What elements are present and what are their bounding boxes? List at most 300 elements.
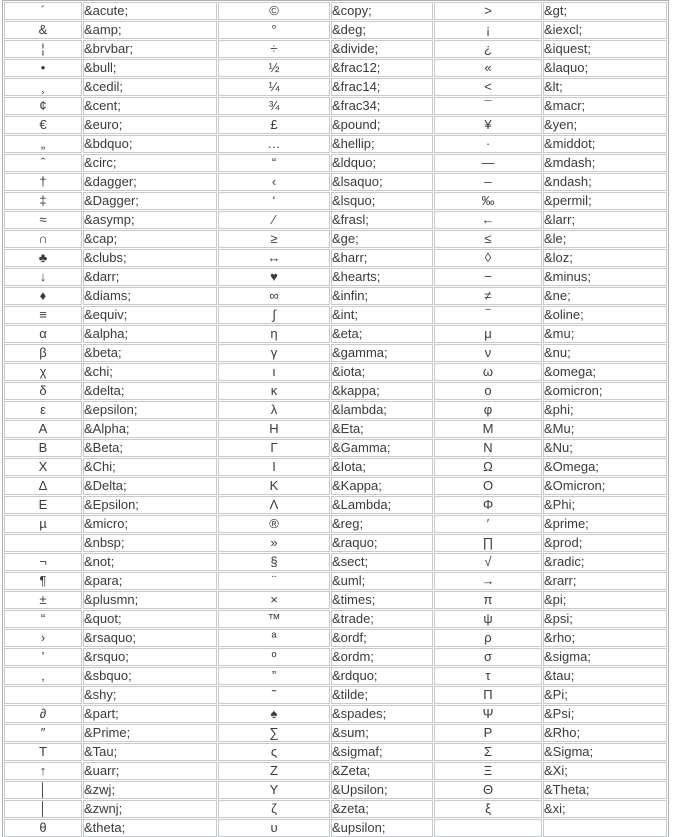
entity-name-cell: &brvbar; (83, 40, 217, 58)
symbol-cell: ♣ (4, 249, 82, 267)
entity-name-cell: &zwnj; (83, 800, 217, 818)
table-row (4, 572, 667, 590)
symbol-cell: ‾ (434, 306, 542, 324)
entity-name-cell: &iquest; (543, 40, 667, 58)
entity-name-cell: &rdquo; (331, 667, 433, 685)
table-row (4, 781, 667, 799)
symbol-cell: κ (218, 382, 330, 400)
symbol-cell: Ε (4, 496, 82, 514)
symbol-cell: ¾ (218, 97, 330, 115)
table-row (4, 173, 667, 191)
symbol-cell: ∞ (218, 287, 330, 305)
entity-name-cell: &not; (83, 553, 217, 571)
symbol-cell: φ (434, 401, 542, 419)
table-row (4, 211, 667, 229)
symbol-cell: Δ (4, 477, 82, 495)
entity-name-cell: &Sigma; (543, 743, 667, 761)
symbol-cell: │ (4, 800, 82, 818)
entity-name-cell: &sbquo; (83, 667, 217, 685)
entity-name-cell: &Mu; (543, 420, 667, 438)
symbol-cell: π (434, 591, 542, 609)
entity-name-cell: &deg; (331, 21, 433, 39)
symbol-cell: ‘ (218, 192, 330, 210)
symbol-cell: < (434, 78, 542, 96)
entity-name-cell: &Xi; (543, 762, 667, 780)
symbol-cell: µ (4, 515, 82, 533)
entity-name-cell: &rarr; (543, 572, 667, 590)
entity-name-cell: &Gamma; (331, 439, 433, 457)
entity-name-cell: &part; (83, 705, 217, 723)
entity-name-cell: &Tau; (83, 743, 217, 761)
table-row (4, 192, 667, 210)
entity-name-cell: &laquo; (543, 59, 667, 77)
entity-name-cell: &Delta; (83, 477, 217, 495)
symbol-cell: Γ (218, 439, 330, 457)
entity-name-cell: &Psi; (543, 705, 667, 723)
table-row (4, 2, 667, 20)
entity-name-cell: &Lambda; (331, 496, 433, 514)
symbol-cell: ζ (218, 800, 330, 818)
entity-name-cell: &iota; (331, 363, 433, 381)
table-row (4, 762, 667, 780)
entity-name-cell: &sect; (331, 553, 433, 571)
entity-name-cell: &copy; (331, 2, 433, 20)
symbol-cell: ↑ (4, 762, 82, 780)
table-row (4, 230, 667, 248)
symbol-cell: · (434, 135, 542, 153)
symbol-cell: ˆ (4, 154, 82, 172)
table-row (4, 515, 667, 533)
entity-name-cell: &prime; (543, 515, 667, 533)
symbol-cell: £ (218, 116, 330, 134)
entity-name-cell: &lambda; (331, 401, 433, 419)
symbol-cell: … (218, 135, 330, 153)
table-row (4, 135, 667, 153)
entity-name-cell: &frac12; (331, 59, 433, 77)
symbol-cell: Α (4, 420, 82, 438)
entity-name-cell: &reg; (331, 515, 433, 533)
entity-name-cell: &para; (83, 572, 217, 590)
entity-name-cell: &sigmaf; (331, 743, 433, 761)
symbol-cell: Ξ (434, 762, 542, 780)
symbol-cell: ν (434, 344, 542, 362)
symbol-cell: † (4, 173, 82, 191)
entity-name-cell: &larr; (543, 211, 667, 229)
entity-name-cell: &acute; (83, 2, 217, 20)
symbol-cell: ’ (4, 648, 82, 666)
symbol-cell: τ (434, 667, 542, 685)
symbol-cell: ε (4, 401, 82, 419)
entity-name-cell: &delta; (83, 382, 217, 400)
entity-name-cell: &mu; (543, 325, 667, 343)
entity-name-cell: &prod; (543, 534, 667, 552)
entity-name-cell: &gamma; (331, 344, 433, 362)
symbol-cell: » (218, 534, 330, 552)
symbol-cell: ¶ (4, 572, 82, 590)
entity-name-cell: &clubs; (83, 249, 217, 267)
symbol-cell: ″ (4, 724, 82, 742)
symbol-cell (4, 686, 82, 704)
symbol-cell: Ν (434, 439, 542, 457)
symbol-cell: « (434, 59, 542, 77)
symbol-cell: › (4, 629, 82, 647)
entity-name-cell: &dagger; (83, 173, 217, 191)
table-row (4, 325, 667, 343)
entity-name-cell: &Omega; (543, 458, 667, 476)
entity-name-cell: &nbsp; (83, 534, 217, 552)
table-row (4, 819, 667, 837)
entity-name-cell: &micro; (83, 515, 217, 533)
symbol-cell: Η (218, 420, 330, 438)
symbol-cell: Φ (434, 496, 542, 514)
table-row (4, 724, 667, 742)
symbol-cell: θ (4, 819, 82, 837)
symbol-cell: & (4, 21, 82, 39)
entity-name-cell: &sum; (331, 724, 433, 742)
table-row (4, 458, 667, 476)
entity-name-cell: &frac34; (331, 97, 433, 115)
symbol-cell: ± (4, 591, 82, 609)
table-row (4, 477, 667, 495)
entity-name-cell: &tau; (543, 667, 667, 685)
symbol-cell: σ (434, 648, 542, 666)
symbol-cell: ˜ (218, 686, 330, 704)
symbol-cell: μ (434, 325, 542, 343)
table-row (4, 382, 667, 400)
entity-name-cell: &Prime; (83, 724, 217, 742)
entity-name-cell: &plusmn; (83, 591, 217, 609)
entity-name-cell: &trade; (331, 610, 433, 628)
table-row (4, 21, 667, 39)
entity-name-cell: &lsquo; (331, 192, 433, 210)
symbol-cell: β (4, 344, 82, 362)
entity-name-cell: &ldquo; (331, 154, 433, 172)
entity-name-cell: &psi; (543, 610, 667, 628)
symbol-cell: − (434, 268, 542, 286)
symbol-cell: ♦ (4, 287, 82, 305)
symbol-cell: “ (218, 154, 330, 172)
symbol-cell: ∏ (434, 534, 542, 552)
symbol-cell: Ι (218, 458, 330, 476)
symbol-cell: ← (434, 211, 542, 229)
entity-name-cell: &Nu; (543, 439, 667, 457)
symbol-cell: Ρ (434, 724, 542, 742)
entity-name-cell: &darr; (83, 268, 217, 286)
table-row (4, 97, 667, 115)
entity-name-cell: &infin; (331, 287, 433, 305)
symbol-cell: ♥ (218, 268, 330, 286)
entity-name-cell: &times; (331, 591, 433, 609)
entity-name-cell (543, 819, 667, 837)
entity-name-cell: &Alpha; (83, 420, 217, 438)
entity-name-cell: &ordm; (331, 648, 433, 666)
symbol-cell: Β (4, 439, 82, 457)
table-row (4, 59, 667, 77)
entity-name-cell: &spades; (331, 705, 433, 723)
entity-name-cell: &quot; (83, 610, 217, 628)
entity-name-cell: &permil; (543, 192, 667, 210)
symbol-cell: ♠ (218, 705, 330, 723)
entity-name-cell: &xi; (543, 800, 667, 818)
entity-name-cell: &theta; (83, 819, 217, 837)
symbol-cell: Θ (434, 781, 542, 799)
table-row (4, 629, 667, 647)
symbol-cell: √ (434, 553, 542, 571)
entity-name-cell: &mdash; (543, 154, 667, 172)
symbol-cell: ο (434, 382, 542, 400)
symbol-cell: ‰ (434, 192, 542, 210)
symbol-cell: ¼ (218, 78, 330, 96)
symbol-cell (434, 819, 542, 837)
entity-name-cell: &cedil; (83, 78, 217, 96)
entity-name-cell: &pound; (331, 116, 433, 134)
entity-name-cell: &iexcl; (543, 21, 667, 39)
entity-name-cell: &frac14; (331, 78, 433, 96)
table-row (4, 591, 667, 609)
entity-name-cell: &diams; (83, 287, 217, 305)
symbol-cell: Π (434, 686, 542, 704)
entity-name-cell: &rsquo; (83, 648, 217, 666)
table-row (4, 439, 667, 457)
table-row (4, 496, 667, 514)
symbol-cell: ≡ (4, 306, 82, 324)
entity-name-cell: &alpha; (83, 325, 217, 343)
symbol-cell: º (218, 648, 330, 666)
symbol-cell: δ (4, 382, 82, 400)
table-row (4, 78, 667, 96)
table-row (4, 667, 667, 685)
symbol-cell: ¢ (4, 97, 82, 115)
symbol-cell: > (434, 2, 542, 20)
symbol-cell: η (218, 325, 330, 343)
symbol-cell: ‹ (218, 173, 330, 191)
entity-table-body (4, 2, 667, 837)
symbol-cell: ¯ (434, 97, 542, 115)
symbol-cell: ∩ (4, 230, 82, 248)
entity-name-cell: &rsaquo; (83, 629, 217, 647)
symbol-cell: “ (4, 610, 82, 628)
symbol-cell: × (218, 591, 330, 609)
entity-name-cell: &pi; (543, 591, 667, 609)
entity-name-cell: &cent; (83, 97, 217, 115)
entity-name-cell: &harr; (331, 249, 433, 267)
symbol-cell: ω (434, 363, 542, 381)
symbol-cell: „ (4, 135, 82, 153)
entity-name-cell: &yen; (543, 116, 667, 134)
entity-name-cell: &Beta; (83, 439, 217, 457)
symbol-cell: ‡ (4, 192, 82, 210)
table-row (4, 420, 667, 438)
table-row (4, 40, 667, 58)
table-row (4, 287, 667, 305)
symbol-cell: │ (4, 781, 82, 799)
entity-name-cell: &ordf; (331, 629, 433, 647)
entity-name-cell: &zeta; (331, 800, 433, 818)
symbol-cell: ↔ (218, 249, 330, 267)
entity-table (2, 0, 669, 837)
symbol-cell: Λ (218, 496, 330, 514)
entity-name-cell: &lt; (543, 78, 667, 96)
symbol-cell: — (434, 154, 542, 172)
entity-name-cell: &tilde; (331, 686, 433, 704)
symbol-cell: ↓ (4, 268, 82, 286)
table-row (4, 705, 667, 723)
symbol-cell: ≥ (218, 230, 330, 248)
entity-name-cell: &omega; (543, 363, 667, 381)
symbol-cell: € (4, 116, 82, 134)
symbol-cell: • (4, 59, 82, 77)
symbol-cell: – (434, 173, 542, 191)
symbol-cell: χ (4, 363, 82, 381)
symbol-cell: ¦ (4, 40, 82, 58)
symbol-cell: © (218, 2, 330, 20)
entity-name-cell: &Rho; (543, 724, 667, 742)
symbol-cell: Χ (4, 458, 82, 476)
entity-name-cell: &equiv; (83, 306, 217, 324)
symbol-cell: ξ (434, 800, 542, 818)
entity-name-cell: &euro; (83, 116, 217, 134)
entity-name-cell: &loz; (543, 249, 667, 267)
entity-name-cell: &uml; (331, 572, 433, 590)
entity-name-cell: &ndash; (543, 173, 667, 191)
symbol-cell: ™ (218, 610, 330, 628)
entity-name-cell: &Epsilon; (83, 496, 217, 514)
entity-name-cell: &eta; (331, 325, 433, 343)
entity-name-cell: &kappa; (331, 382, 433, 400)
entity-name-cell: &middot; (543, 135, 667, 153)
symbol-cell: ¨ (218, 572, 330, 590)
symbol-cell: ψ (434, 610, 542, 628)
entity-name-cell: &omicron; (543, 382, 667, 400)
entity-name-cell: &oline; (543, 306, 667, 324)
symbol-cell: λ (218, 401, 330, 419)
table-row (4, 800, 667, 818)
table-row (4, 553, 667, 571)
symbol-cell: ¸ (4, 78, 82, 96)
entity-name-cell: &Theta; (543, 781, 667, 799)
entity-name-cell: &frasl; (331, 211, 433, 229)
symbol-cell: ¡ (434, 21, 542, 39)
table-row (4, 306, 667, 324)
symbol-cell: ς (218, 743, 330, 761)
symbol-cell: υ (218, 819, 330, 837)
entity-name-cell: &shy; (83, 686, 217, 704)
symbol-cell: ≠ (434, 287, 542, 305)
entity-name-cell: &Eta; (331, 420, 433, 438)
table-row (4, 268, 667, 286)
symbol-cell: ∂ (4, 705, 82, 723)
symbol-cell: Μ (434, 420, 542, 438)
entity-name-cell: &cap; (83, 230, 217, 248)
symbol-cell: ≈ (4, 211, 82, 229)
symbol-cell: Ψ (434, 705, 542, 723)
symbol-cell: ª (218, 629, 330, 647)
entity-name-cell: &hearts; (331, 268, 433, 286)
entity-name-cell: &bull; (83, 59, 217, 77)
entity-name-cell: &rho; (543, 629, 667, 647)
table-row (4, 154, 667, 172)
symbol-cell: ∫ (218, 306, 330, 324)
entity-name-cell: &nu; (543, 344, 667, 362)
entity-name-cell: &int; (331, 306, 433, 324)
symbol-cell: ρ (434, 629, 542, 647)
entity-name-cell: &Dagger; (83, 192, 217, 210)
entity-name-cell: &zwj; (83, 781, 217, 799)
entity-name-cell: &gt; (543, 2, 667, 20)
symbol-cell: ι (218, 363, 330, 381)
symbol-cell: Υ (218, 781, 330, 799)
entity-name-cell: &radic; (543, 553, 667, 571)
symbol-cell: ½ (218, 59, 330, 77)
table-row (4, 344, 667, 362)
entity-name-cell: &amp; (83, 21, 217, 39)
symbol-cell: α (4, 325, 82, 343)
table-row (4, 686, 667, 704)
table-row (4, 534, 667, 552)
table-row (4, 743, 667, 761)
entity-name-cell: &lsaquo; (331, 173, 433, 191)
entity-name-cell: &upsilon; (331, 819, 433, 837)
symbol-cell: Ζ (218, 762, 330, 780)
symbol-cell: Τ (4, 743, 82, 761)
symbol-cell: ” (218, 667, 330, 685)
table-row (4, 116, 667, 134)
entity-name-cell: &Pi; (543, 686, 667, 704)
symbol-cell: Σ (434, 743, 542, 761)
entity-name-cell: &Kappa; (331, 477, 433, 495)
table-row (4, 648, 667, 666)
entity-name-cell: &macr; (543, 97, 667, 115)
symbol-cell: γ (218, 344, 330, 362)
entity-name-cell: &Iota; (331, 458, 433, 476)
entity-name-cell: &Chi; (83, 458, 217, 476)
entity-name-cell: &ge; (331, 230, 433, 248)
symbol-cell: ¿ (434, 40, 542, 58)
entity-name-cell: &hellip; (331, 135, 433, 153)
entity-name-cell: &Upsilon; (331, 781, 433, 799)
symbol-cell: ∑ (218, 724, 330, 742)
entity-name-cell: &uarr; (83, 762, 217, 780)
symbol-cell: ° (218, 21, 330, 39)
entity-name-cell: &minus; (543, 268, 667, 286)
entity-name-cell: &beta; (83, 344, 217, 362)
entity-name-cell: &divide; (331, 40, 433, 58)
symbol-cell: ⁄ (218, 211, 330, 229)
symbol-cell: ´ (4, 2, 82, 20)
entity-name-cell: &raquo; (331, 534, 433, 552)
symbol-cell: → (434, 572, 542, 590)
table-row (4, 610, 667, 628)
symbol-cell: Κ (218, 477, 330, 495)
symbol-cell: ÷ (218, 40, 330, 58)
symbol-cell: ® (218, 515, 330, 533)
symbol-cell (4, 534, 82, 552)
symbol-cell: § (218, 553, 330, 571)
entity-name-cell: &ne; (543, 287, 667, 305)
entity-name-cell: &Omicron; (543, 477, 667, 495)
symbol-cell: ‚ (4, 667, 82, 685)
entity-name-cell: &bdquo; (83, 135, 217, 153)
table-row (4, 363, 667, 381)
entity-name-cell: &Zeta; (331, 762, 433, 780)
symbol-cell: ≤ (434, 230, 542, 248)
entity-name-cell: &le; (543, 230, 667, 248)
symbol-cell: ◊ (434, 249, 542, 267)
symbol-cell: ¥ (434, 116, 542, 134)
entity-name-cell: &chi; (83, 363, 217, 381)
symbol-cell: Ω (434, 458, 542, 476)
entity-name-cell: &circ; (83, 154, 217, 172)
